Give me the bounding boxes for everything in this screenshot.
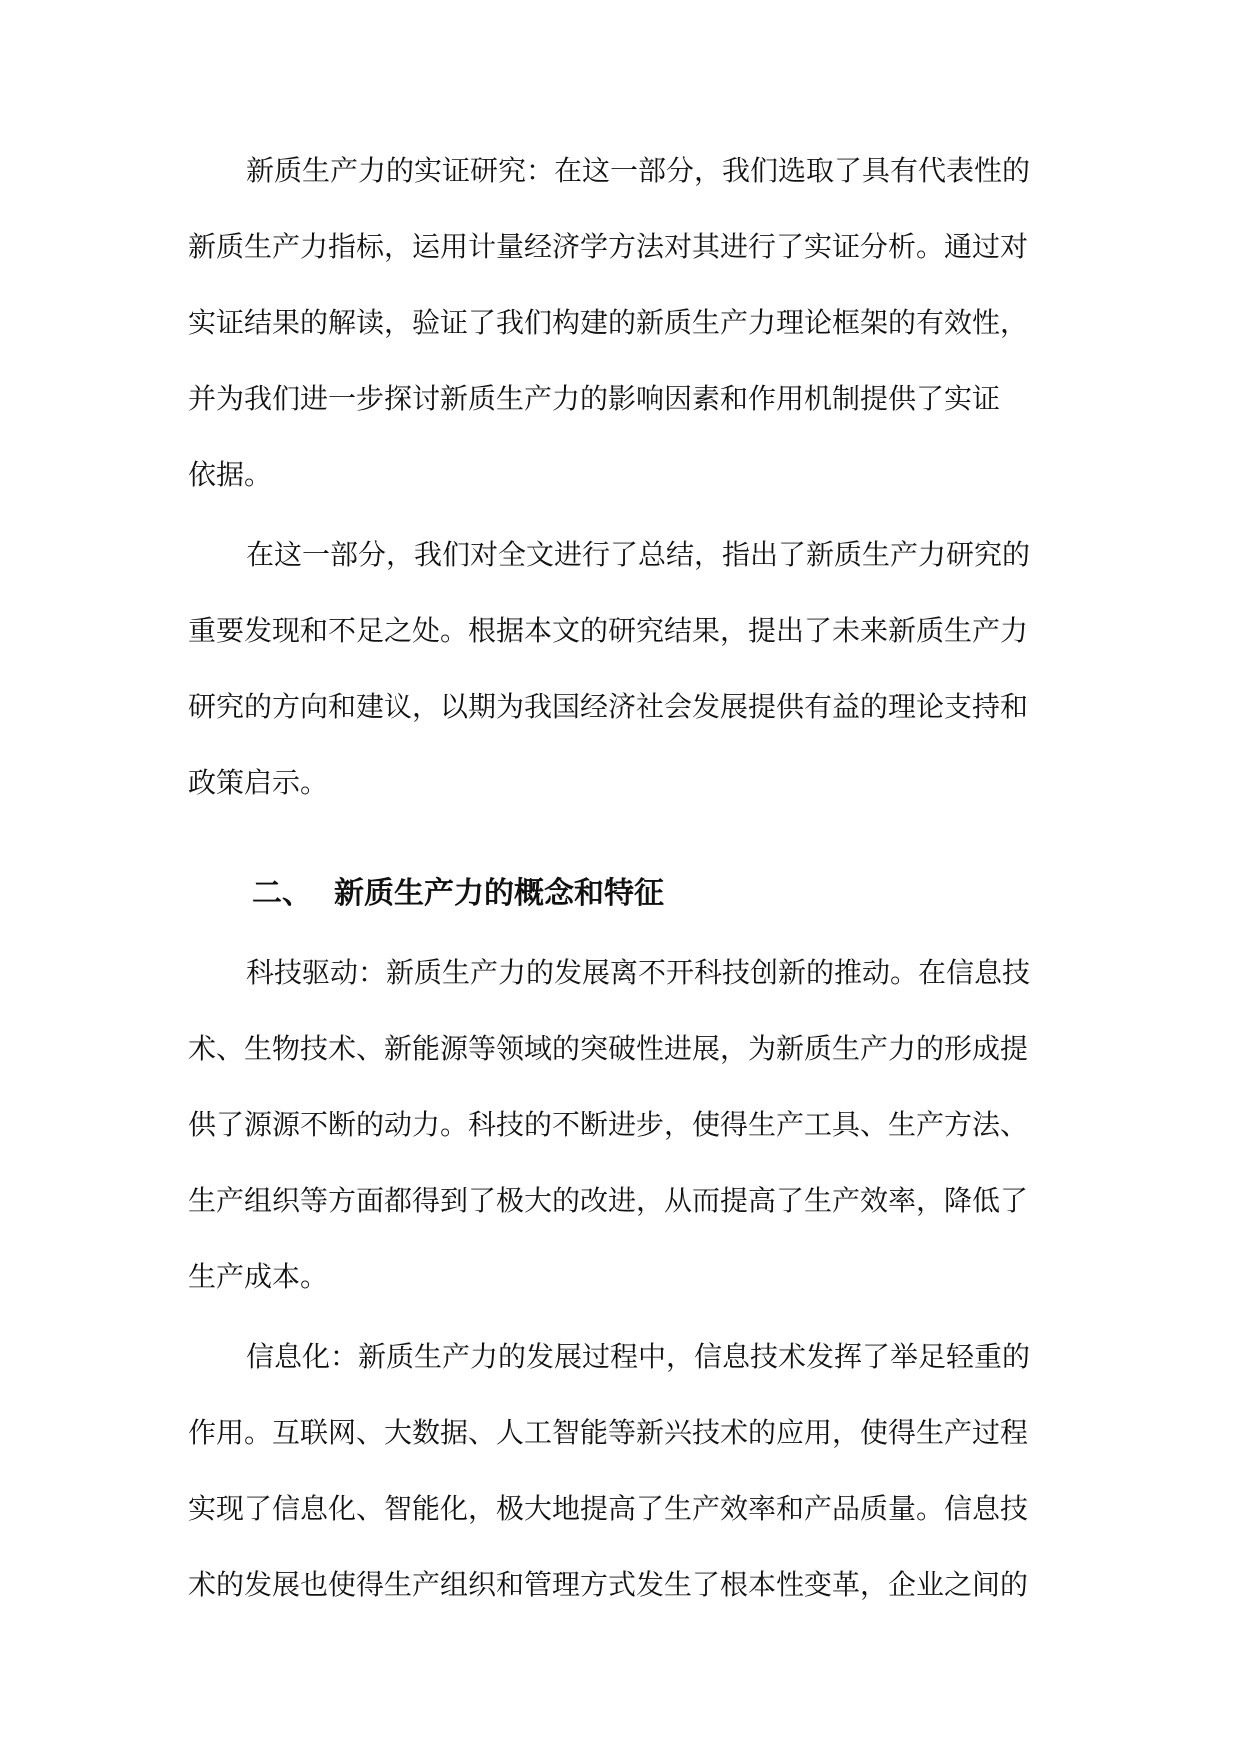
section-title: 新质生产力的概念和特征 xyxy=(334,876,664,911)
text-line: 依据。 xyxy=(188,458,273,491)
text-line: 并为我们进一步探讨新质生产力的影响因素和作用机制提供了实证 xyxy=(188,382,1001,415)
text-line: 科技驱动：新质生产力的发展离不开科技创新的推动。在信息技 xyxy=(246,956,1031,989)
paragraph-empirical-research xyxy=(188,140,1058,520)
text-line: 术、生物技术、新能源等领域的突破性进展，为新质生产力的形成提 xyxy=(188,1032,1029,1065)
paragraph-tech-driven xyxy=(188,942,1058,1322)
text-line: 新质生产力指标，运用计量经济学方法对其进行了实证分析。通过对 xyxy=(188,230,1029,263)
text-line: 术的发展也使得生产组织和管理方式发生了根本性变革，企业之间的 xyxy=(188,1568,1029,1601)
text-line: 新质生产力的实证研究：在这一部分，我们选取了具有代表性的 xyxy=(246,154,1031,187)
text-line: 重要发现和不足之处。根据本文的研究结果，提出了未来新质生产力 xyxy=(188,614,1029,647)
text-line: 作用。互联网、大数据、人工智能等新兴技术的应用，使得生产过程 xyxy=(188,1416,1029,1449)
text-line: 生产成本。 xyxy=(188,1260,329,1293)
text-line: 在这一部分，我们对全文进行了总结，指出了新质生产力研究的 xyxy=(246,538,1031,571)
text-line: 实现了信息化、智能化，极大地提高了生产效率和产品质量。信息技 xyxy=(188,1492,1029,1525)
text-line: 生产组织等方面都得到了极大的改进，从而提高了生产效率，降低了 xyxy=(188,1184,1029,1217)
text-line: 研究的方向和建议，以期为我国经济社会发展提供有益的理论支持和 xyxy=(188,690,1029,723)
section-number: 二、 xyxy=(252,876,312,911)
section-heading xyxy=(188,862,1058,934)
paragraph-conclusion xyxy=(188,524,1058,828)
page-content xyxy=(188,140,1058,1634)
text-line: 供了源源不断的动力。科技的不断进步，使得生产工具、生产方法、 xyxy=(188,1108,1029,1141)
text-line: 实证结果的解读，验证了我们构建的新质生产力理论框架的有效性， xyxy=(188,306,1029,339)
paragraph-informatization xyxy=(188,1326,1058,1630)
text-line: 信息化：新质生产力的发展过程中，信息技术发挥了举足轻重的 xyxy=(246,1340,1031,1373)
text-line: 政策启示。 xyxy=(188,766,329,799)
